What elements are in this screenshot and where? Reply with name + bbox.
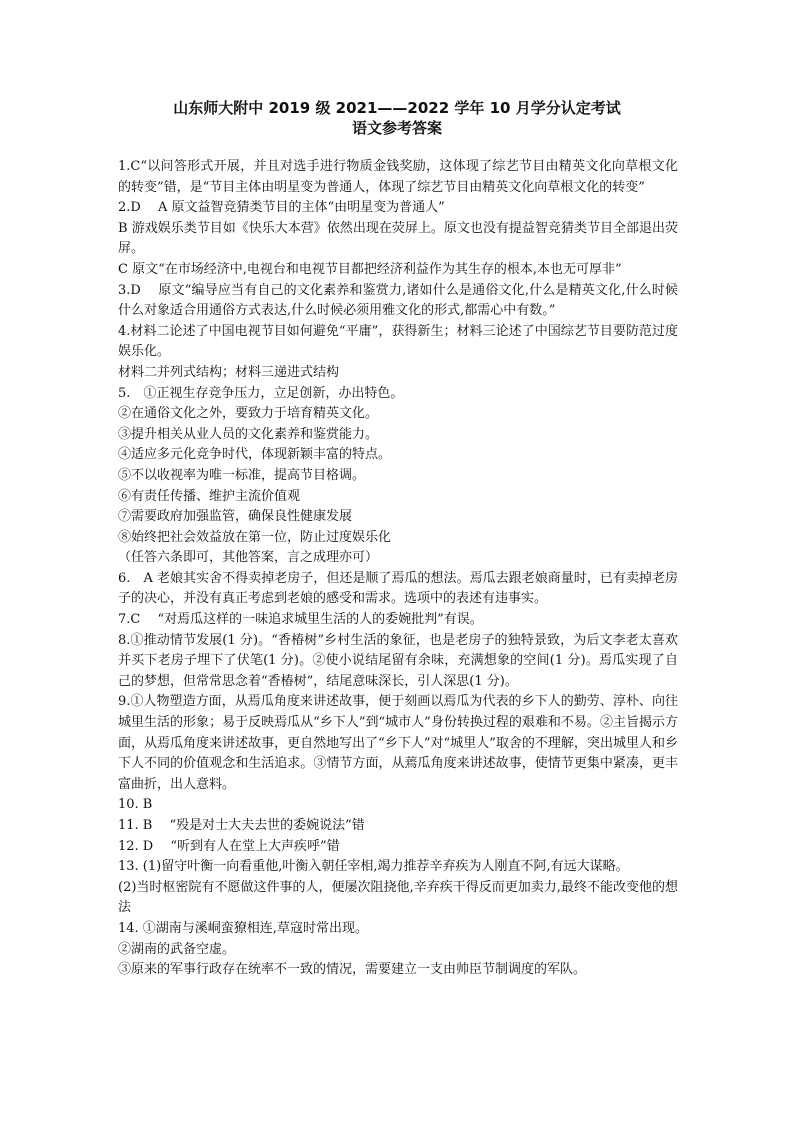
- answer-line: ②在通俗文化之外，要致力于培育精英文化。: [118, 406, 379, 422]
- answer-line: 1.C“以问答形式开展，并且对选手进行物质金钱奖励，这体现了综艺节目由精英文化向草根文化的转变”错，是“节目主体由明星变为普通人，体现了综艺节目由精英文化向草根文化的转变”: [118, 159, 678, 195]
- answer-line: 2.D A 原文益智竞猜类节目的主体“由明星变为普通人”: [118, 200, 445, 216]
- answer-line: ③原来的军事行政存在统率不一致的情况，需要建立一支由帅臣节制调度的军队。: [118, 962, 587, 978]
- answer-line: B 游戏娱乐类节目如《快乐大本营》依然出现在荧屏上。原文也没有提益智竞猜类节目全部退出荧屏。: [118, 220, 678, 257]
- answer-line: 7.C “对焉瓜这样的一味追求城里生活的人的委婉批判”有误。: [118, 612, 483, 628]
- answer-line: ④适应多元化竞争时代，体现新颖丰富的特点。: [118, 447, 392, 463]
- answer-line: 8.①推动情节发展(1 分)。“香椿树”乡村生活的象征，也是老房子的独特景致，为后文李老太喜欢并买下老房子埋下了伏笔(1 分)。②使小说结尾留有余味，充满想象的空间(1 分)。焉瓜实现了自己的梦想，但常常思念着“香椿树”，结尾意味深长，引人深思(1 分)。: [118, 632, 678, 689]
- answer-line: C 原文“在市场经济中,电视台和电视节目都把经济利益作为其生存的根本,本也无可厚非”: [118, 261, 622, 277]
- answer-line: ⑥有责任传播、维护主流价值观: [118, 488, 301, 504]
- answer-line: 14. ①湖南与溪峒蛮獠相连,草寇时常出现。: [118, 920, 368, 936]
- answer-line: 5. ①正视生存竞争压力，立足创新，办出特色。: [118, 385, 404, 401]
- answer-line: 材料二并列式结构；材料三递进式结构: [118, 364, 340, 380]
- document-subtitle: 语文参考答案: [351, 119, 442, 137]
- answer-line: ③提升相关从业人员的文化素养和鉴赏能力。: [118, 426, 379, 442]
- answer-line: ②湖南的武备空虚。: [118, 941, 236, 957]
- answer-line: 11. B “殁是对士大夫去世的委婉说法”错: [118, 818, 365, 833]
- answer-line: 4.材料二论述了中国电视节目如何避免“平庸”，获得新生；材料三论述了中国综艺节目要防范过度娱乐化。: [118, 323, 678, 360]
- document-title: 山东师大附中 2019 级 2021——2022 学年 10 月学分认定考试: [173, 99, 621, 117]
- answer-line: ⑧始终把社会效益放在第一位，防止过度娱乐化: [118, 529, 392, 545]
- answer-line: 10. B: [118, 797, 153, 813]
- answer-line: (2)当时枢密院有不愿做这件事的人，便屡次阻挠他,辛弃疾干得反而更加卖力,最终不能改变他的想法: [118, 879, 678, 916]
- answer-line: ⑤不以收视率为唯一标准，提高节目格调。: [118, 467, 366, 483]
- answer-line: ⑦需要政府加强监管，确保良性健康发展: [118, 509, 353, 525]
- answer-line: 9.①人物塑造方面，从焉瓜角度来讲述故事，便于刻画以焉瓜为代表的乡下人的勤劳、淳朴、向往城里生活的形象；易于反映焉瓜从“乡下人”到“城市人”身份转换过程的艰难和不易。②主旨揭示方面，从焉瓜角度来讲述故事，更自然地写出了“乡下人”对“城里人”取舍的不理解，突出城里人和乡下人不同的价值观念和生活追求。③情节方面，从蔫瓜角度来讲述故事，使情节更集中紧凑，更丰富曲折，出人意料。: [118, 694, 678, 792]
- answer-line: 6. A 老娘其实舍不得卖掉老房子，但还是顺了焉瓜的想法。焉瓜去跟老娘商量时，已有卖掉老房子的决心，并没有真正考虑到老娘的感受和需求。选项中的表述有违事实。: [118, 570, 678, 607]
- answer-body: [118, 157, 678, 981]
- answer-line: 12. D “听到有人在堂上大声疾呼”错: [118, 838, 340, 854]
- answer-line: （任答六条即可，其他答案，言之成理亦可）: [118, 550, 379, 566]
- answer-line: 13. (1)留守叶衡一向看重他,叶衡入朝任宰相,竭力推荐辛弃疾为人刚直不阿,有远大谋略。: [118, 859, 629, 875]
- answer-line: 3.D 原文“编导应当有自己的文化素养和鉴赏力,诸如什么是通俗文化,什么是精英文化,什么时候什么对象适合用通俗方式表达,什么时候必须用雅文化的形式,都需心中有数。”: [118, 282, 678, 319]
